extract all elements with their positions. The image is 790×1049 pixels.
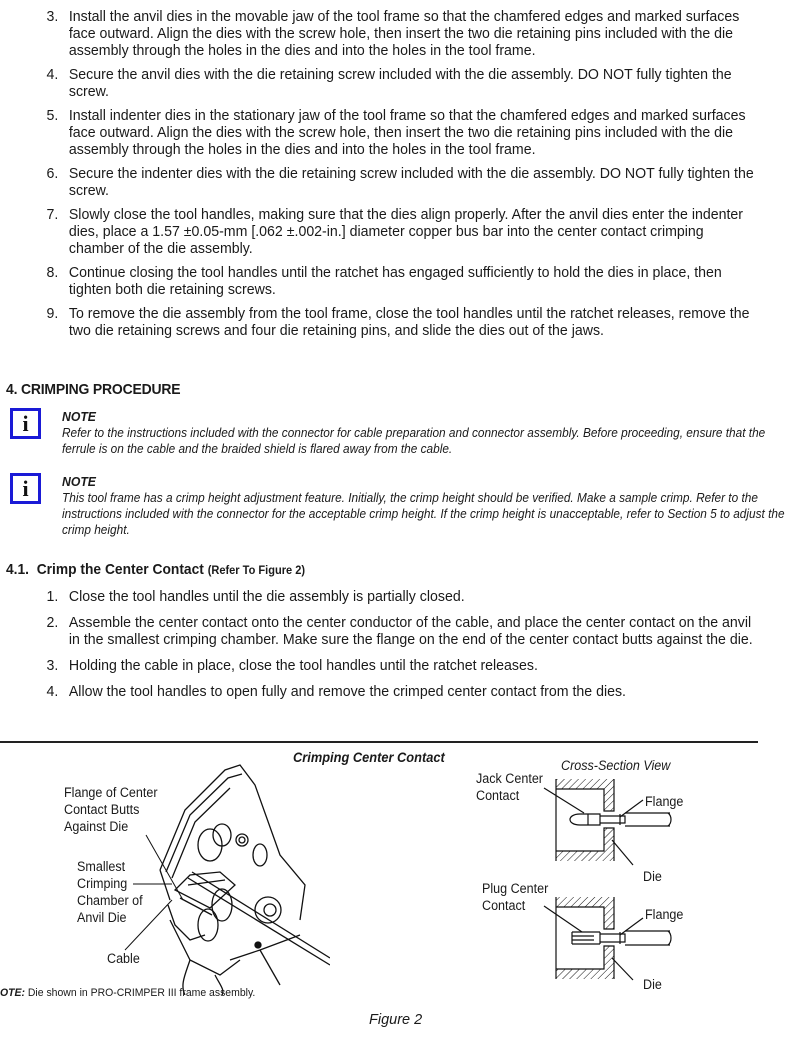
step-7: 7. Slowly close the tool handles, making sure that the dies align properly. After the anvil dies enter the indenter dies, place a 1.57 ±0.05-mm [.062 ±.002-in.] diameter copper bus bar into the center contact crimping chamber of the die assembly. bbox=[46, 207, 743, 257]
section-heading-crimping-procedure: 4. CRIMPING PROCEDURE bbox=[6, 381, 181, 398]
step-3: 3. Install the anvil dies in the movable jaw of the tool frame so that the chamfered edges and marked surfaces face outward. Align the dies with the screw hole, then insert the two die retaining pins included with the die assembly through the holes in the dies and into the holes in the tool frame. bbox=[46, 9, 740, 59]
note-title: NOTE bbox=[62, 474, 96, 489]
step-2: 2. Assemble the center contact onto the center conductor of the cable, and place the center contact on the anvil in the smallest crimping chamber. Make sure the flange on the end of the center contact butts against the die. bbox=[46, 615, 753, 648]
step-4: 4. Allow the tool handles to open fully and remove the crimped center contact from the dies. bbox=[46, 684, 626, 700]
step-3: 3. Holding the cable in place, close the tool handles until the ratchet releases. bbox=[46, 658, 538, 674]
figure-note: OTE: Die shown in PRO-CRIMPER III frame assembly. bbox=[0, 987, 256, 999]
figure-top-divider bbox=[0, 741, 758, 743]
info-icon: i bbox=[10, 408, 41, 439]
label-jack-center-contact: Jack Center Contact bbox=[476, 771, 543, 803]
label-flange-plug: Flange bbox=[645, 907, 684, 922]
step-8: 8. Continue closing the tool handles until the ratchet has engaged sufficiently to hold the dies in place, then tighten both die retaining screws. bbox=[46, 265, 722, 298]
cross-section-title: Cross-Section View bbox=[561, 758, 671, 773]
die-install-steps bbox=[0, 9, 790, 340]
figure-title: Crimping Center Contact bbox=[293, 750, 445, 765]
step-5: 5. Install indenter dies in the stationary jaw of the tool frame so that the chamfered edges and marked surfaces face outward. Align the dies with the screw hole, then insert the two die retaining pins included with the die assembly through the holes in the dies and into the holes in the tool frame. bbox=[46, 108, 746, 158]
label-cable: Cable bbox=[107, 951, 140, 966]
label-smallest-crimping-chamber: Smallest Crimping Chamber of Anvil Die bbox=[77, 859, 143, 925]
label-flange-center-contact: Flange of Center Contact Butts Against Die bbox=[64, 785, 158, 834]
label-die-plug: Die bbox=[643, 977, 662, 992]
step-6: 6. Secure the indenter dies with the die retaining screw included with the die assembly. DO NOT fully tighten the screw. bbox=[46, 166, 754, 199]
figure-reference: (Refer To Figure 2) bbox=[207, 563, 306, 577]
step-1: 1. Close the tool handles until the die assembly is partially closed. bbox=[46, 589, 465, 605]
label-plug-center-contact: Plug Center Contact bbox=[482, 881, 549, 913]
note-title: NOTE bbox=[62, 409, 96, 424]
note-text: Refer to the instructions included with the connector for cable preparation and connector assembly. Before proceeding, ensure that the ferrule is on the cable and the braided shield is flared away from the cable. bbox=[62, 426, 766, 456]
step-4: 4. Secure the anvil dies with the die retaining screw included with the die assembly. DO NOT fully tighten the screw. bbox=[46, 67, 732, 100]
label-flange-jack: Flange bbox=[645, 794, 684, 809]
label-die-jack: Die bbox=[643, 869, 662, 884]
info-icon: i bbox=[10, 473, 41, 504]
step-9: 9. To remove the die assembly from the tool frame, close the tool handles until the ratchet releases, remove the two die retaining screws and four die retaining pins, and slide the dies out of the jaws. bbox=[46, 306, 750, 339]
subsection-heading-crimp-center-contact: 4.1. Crimp the Center Contact (Refer To Figure 2) bbox=[6, 561, 306, 578]
note-text: This tool frame has a crimp height adjustment feature. Initially, the crimp height should be verified. Make a sample crimp. Refer to the instructions included with the connector for the acceptable crimp height. If the crimp height is unacceptable, refer to Section 5 to adjust the crimp height. bbox=[62, 491, 785, 537]
figure-caption: Figure 2 bbox=[369, 1012, 423, 1028]
crimp-center-contact-steps bbox=[0, 589, 790, 701]
